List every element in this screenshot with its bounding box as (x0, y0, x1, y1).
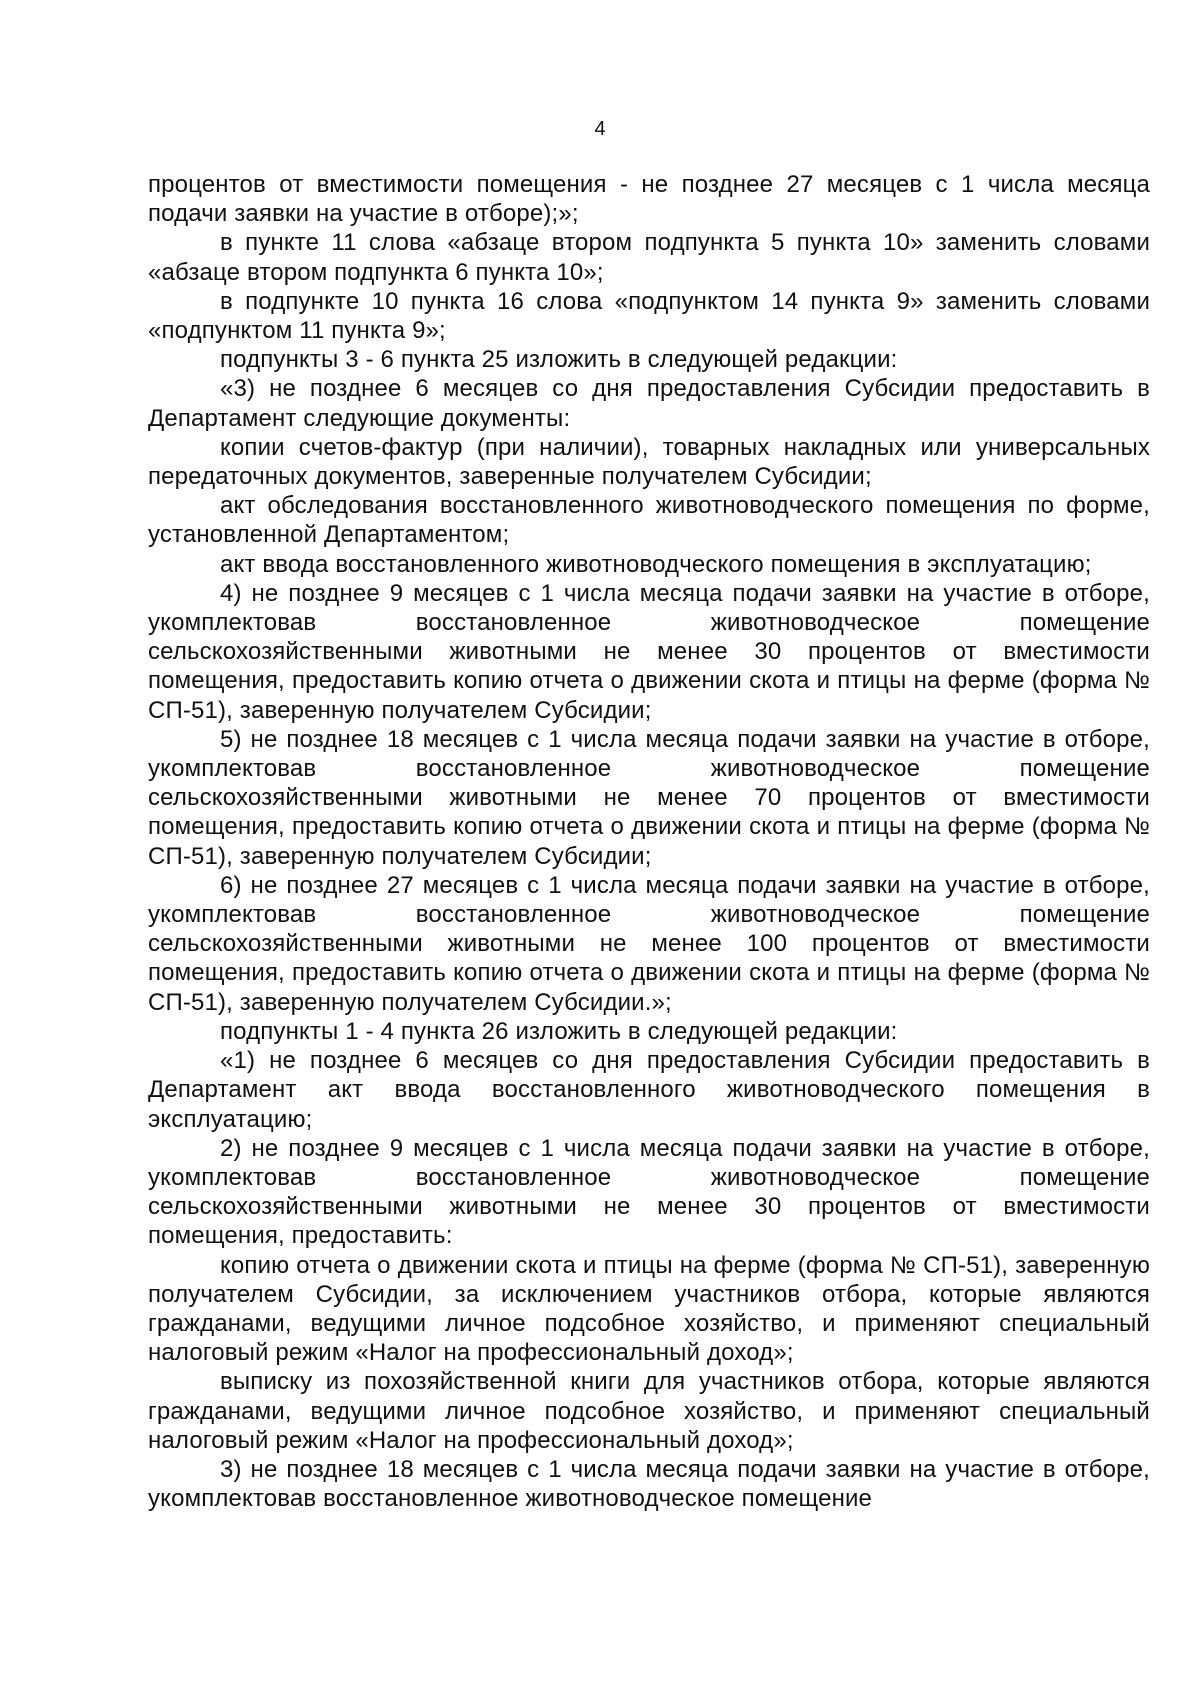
paragraph-item-26-subitem-3: 3) не позднее 18 месяцев с 1 числа месяца подачи заявки на участие в отборе, укомплектовав восстановленное животноводческое помещение (148, 1455, 1150, 1513)
paragraph-item-25-intro: подпункты 3 - 6 пункта 25 изложить в следующей редакции: (220, 346, 898, 374)
paragraph-invoices: копии счетов-фактур (при наличии), товарных накладных или универсальных передаточных документов, заверенные получателем Субсидии; (148, 433, 1150, 491)
paragraph-subitem-6: 6) не позднее 27 месяцев с 1 числа месяца подачи заявки на участие в отборе, укомплектовав восстановленное животноводческое помещение сельскохозяйственными животными не менее 100 процентов от вместимости помещения, предоставить копию отчета о движении скота и птицы на ферме (форма № СП-51), заверенную получателем Субсидии.»; (148, 871, 1150, 1016)
paragraph-item-16: в подпункте 10 пункта 16 слова «подпунктом 14 пункта 9» заменить словами «подпунктом 11 пункта 9»; (148, 287, 1150, 345)
paragraph-subitem-3: «3) не позднее 6 месяцев со дня предоставления Субсидии предоставить в Департамент следующие документы: (148, 375, 1150, 432)
paragraph-household-extract: выписку из похозяйственной книги для участников отбора, которые являются гражданами, ведущими личное подсобное хозяйство, и применяют специальный налоговый режим «Налог на профессиональный доход»; (148, 1368, 1150, 1454)
paragraph-subitem-5: 5) не позднее 18 месяцев с 1 числа месяца подачи заявки на участие в отборе, укомплектовав восстановленное животноводческое помещение сельскохозяйственными животными не менее 70 процентов от вместимости помещения, предоставить копию отчета о движении скота и птицы на ферме (форма № СП-51), заверенную получателем Субсидии; (148, 725, 1150, 870)
paragraph-item-26-subitem-2: 2) не позднее 9 месяцев с 1 числа месяца подачи заявки на участие в отборе, укомплектовав восстановленное животноводческое помещение сельскохозяйственными животными не менее 30 процентов от вместимости помещения, предоставить: (148, 1134, 1150, 1250)
page-number: 4 (594, 118, 606, 140)
paragraph-item-26-subitem-1: «1) не позднее 6 месяцев со дня предоставления Субсидии предоставить в Департамент акт ввода восстановленного животноводческого помещения в эксплуатацию; (148, 1047, 1150, 1133)
paragraph-subitem-4: 4) не позднее 9 месяцев с 1 числа месяца подачи заявки на участие в отборе, укомплектовав восстановленное животноводческое помещение сельскохозяйственными животными не менее 30 процентов от вместимости помещения, предоставить копию отчета о движении скота и птицы на ферме (форма № СП-51), заверенную получателем Субсидии; (148, 579, 1150, 724)
paragraph-item-11: в пункте 11 слова «абзаце втором подпункта 5 пункта 10» заменить словами «абзаце втором подпункта 6 пункта 10»; (148, 229, 1150, 286)
paragraph-continuation: процентов от вместимости помещения - не позднее 27 месяцев с 1 числа месяца подачи заявки на участие в отборе);»; (148, 171, 1150, 228)
document-body (148, 170, 1150, 1513)
paragraph-item-26-intro: подпункты 1 - 4 пункта 26 изложить в следующей редакции: (220, 1017, 898, 1045)
paragraph-report-copy: копию отчета о движении скота и птицы на ферме (форма № СП-51), заверенную получателем Субсидии, за исключением участников отбора, которые являются гражданами, ведущими личное подсобное хозяйство, и применяют специальный налоговый режим «Налог на профессиональный доход»; (148, 1251, 1150, 1367)
paragraph-commissioning-act: акт ввода восстановленного животноводческого помещения в эксплуатацию; (220, 550, 1092, 578)
paragraph-inspection-act: акт обследования восстановленного животноводческого помещения по форме, установленной Департаментом; (148, 492, 1150, 549)
